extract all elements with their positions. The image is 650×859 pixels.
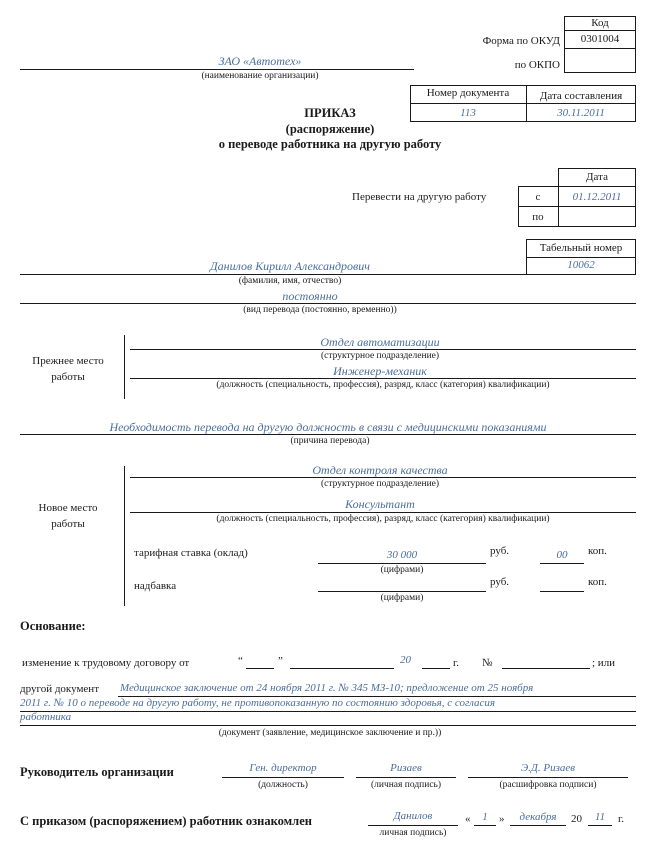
okpo-label: по ОКПО <box>514 59 560 71</box>
acknowledgement-label: С приказом (распоряжением) работник ознакомлен <box>20 814 312 828</box>
okud-label: Форма по ОКУД <box>482 35 560 47</box>
employee-name-caption: (фамилия, имя, отчество) <box>238 276 342 286</box>
previous-department-caption: (структурное подразделение) <box>320 351 440 361</box>
ack-signature-line <box>368 825 458 826</box>
bonus-label: надбавка <box>134 580 177 592</box>
previous-department: Отдел автоматизации <box>320 335 440 349</box>
salary-rub-line <box>318 563 486 564</box>
contract-year-suffix: г. <box>453 657 460 669</box>
ack-year-line <box>588 825 612 826</box>
ack-signature: Данилов <box>393 810 433 822</box>
bonus-kop-label: коп. <box>588 576 607 588</box>
ack-year-prefix: 20 <box>571 813 582 825</box>
contract-change-label: изменение к трудовому договору от <box>22 657 190 669</box>
bonus-kop-line <box>540 591 584 592</box>
head-signature-line <box>356 777 456 778</box>
title-subject: о переводе работника на другую работу <box>218 137 442 151</box>
contract-open-quote: “ <box>238 655 243 667</box>
doc-table-divider <box>410 103 636 104</box>
org-name: ЗАО «Автотех» <box>218 54 302 68</box>
new-position-line <box>130 512 636 513</box>
previous-position-line <box>130 378 636 379</box>
contract-month-line <box>290 668 394 669</box>
new-position: Консультант <box>345 497 415 511</box>
org-caption: (наименование организации) <box>201 71 319 81</box>
previous-position: Инженер-механик <box>333 364 427 378</box>
transfer-type-line <box>20 303 636 304</box>
okpo-cell <box>564 48 636 73</box>
head-label: Руководитель организации <box>20 765 174 779</box>
org-name-line <box>20 69 414 70</box>
ack-year: 11 <box>594 811 606 823</box>
ack-day: 1 <box>482 811 488 823</box>
transfer-from-label: с <box>535 191 541 203</box>
salary-kop-label: коп. <box>588 545 607 557</box>
contract-year-prefix: 20 <box>400 654 411 666</box>
salary-rub: 30 000 <box>386 549 418 561</box>
bonus-rub-line <box>318 591 486 592</box>
new-department-caption: (структурное подразделение) <box>320 479 440 489</box>
head-name: Э.Д. Ризаев <box>520 762 576 774</box>
previous-position-caption: (должность (специальность, профессия), разряд, класс (категория) квалификации) <box>216 380 550 390</box>
head-position-line <box>222 777 344 778</box>
head-position-caption: (должность) <box>258 780 308 790</box>
previous-place-label-1: Прежнее место <box>32 355 104 367</box>
salary-digits-caption: (цифрами) <box>380 565 424 575</box>
other-document-line-1: Медицинское заключение от 24 ноября 2011 г. № 345 МЗ-10; предложение от 25 ноября <box>120 682 534 694</box>
ack-month: декабря <box>519 811 557 823</box>
tab-number-label: Табельный номер <box>539 242 623 254</box>
new-department: Отдел контроля качества <box>312 463 448 477</box>
new-position-caption: (должность (специальность, профессия), разряд, класс (категория) квалификации) <box>216 514 550 524</box>
doc-date: 30.11.2011 <box>557 107 605 119</box>
transfer-label: Перевести на другую работу <box>352 191 487 203</box>
new-place-bracket <box>124 466 125 606</box>
previous-place-bracket <box>124 335 125 399</box>
bonus-rub-label: руб. <box>490 576 510 588</box>
ack-open-quote: « <box>465 813 471 825</box>
ack-day-line <box>474 825 496 826</box>
tab-number-divider <box>526 257 636 258</box>
contract-number-sign: № <box>482 657 493 669</box>
title-rasporyazhenie: (распоряжение) <box>285 122 375 136</box>
salary-kop: 00 <box>556 549 568 561</box>
new-place-label-2: работы <box>51 518 85 530</box>
ack-signature-caption: личная подпись) <box>379 828 447 838</box>
employee-name: Данилов Кирилл Александрович <box>210 259 370 273</box>
contract-close-quote: ” <box>278 655 283 667</box>
okud-value: 0301004 <box>580 33 620 45</box>
ack-month-line <box>510 825 566 826</box>
salary-kop-line <box>540 563 584 564</box>
new-department-line <box>130 477 636 478</box>
transfer-to-label: по <box>532 211 544 223</box>
doc-date-label: Дата составления <box>539 90 623 102</box>
head-name-line <box>468 777 628 778</box>
ack-year-suffix: г. <box>618 813 625 825</box>
basis-label: Основание: <box>20 619 86 633</box>
salary-label: тарифная ставка (оклад) <box>134 547 248 559</box>
code-label: Код <box>591 17 609 29</box>
head-name-caption: (расшифровка подписи) <box>499 780 597 790</box>
transfer-reason: Необходимость перевода на другую должность в связи с медицинскими показаниями <box>109 420 547 434</box>
contract-number-line <box>502 668 590 669</box>
transfer-reason-caption: (причина перевода) <box>290 436 370 446</box>
transfer-date-label: Дата <box>586 171 608 183</box>
new-place-label-1: Новое место <box>38 502 98 514</box>
other-document-underline-3 <box>20 725 636 726</box>
doc-number-label: Номер документа <box>426 87 510 99</box>
employee-name-line <box>20 274 526 275</box>
salary-rub-label: руб. <box>490 545 510 557</box>
other-document-line-3: работника <box>20 711 72 723</box>
previous-department-line <box>130 349 636 350</box>
transfer-from-date: 01.12.2011 <box>572 191 622 203</box>
title-prikaz: ПРИКАЗ <box>304 106 356 120</box>
head-position: Ген. директор <box>249 762 317 774</box>
other-document-label: другой документ <box>20 683 100 695</box>
transfer-type: постоянно <box>282 289 338 303</box>
contract-or-label: ; или <box>592 657 616 669</box>
tab-number: 10062 <box>567 259 595 271</box>
contract-year-line <box>422 668 450 669</box>
head-signature-caption: (личная подпись) <box>370 780 442 790</box>
contract-day-line <box>246 668 274 669</box>
doc-number: 113 <box>460 107 476 119</box>
transfer-dates-divider <box>518 206 636 207</box>
ack-close-quote: » <box>499 813 505 825</box>
transfer-type-caption: (вид перевода (постоянно, временно)) <box>243 305 397 315</box>
previous-place-label-2: работы <box>51 371 85 383</box>
transfer-reason-line <box>20 434 636 435</box>
other-document-line-2: 2011 г. № 10 о переводе на другую работу, не противопоказанную по состоянию здоровья, с согласия <box>20 697 496 709</box>
other-document-underline-2 <box>20 711 636 712</box>
other-document-caption: (документ (заявление, медицинское заключение и пр.)) <box>218 728 442 738</box>
head-signature: Ризаев <box>390 762 422 774</box>
bonus-digits-caption: (цифрами) <box>380 593 424 603</box>
